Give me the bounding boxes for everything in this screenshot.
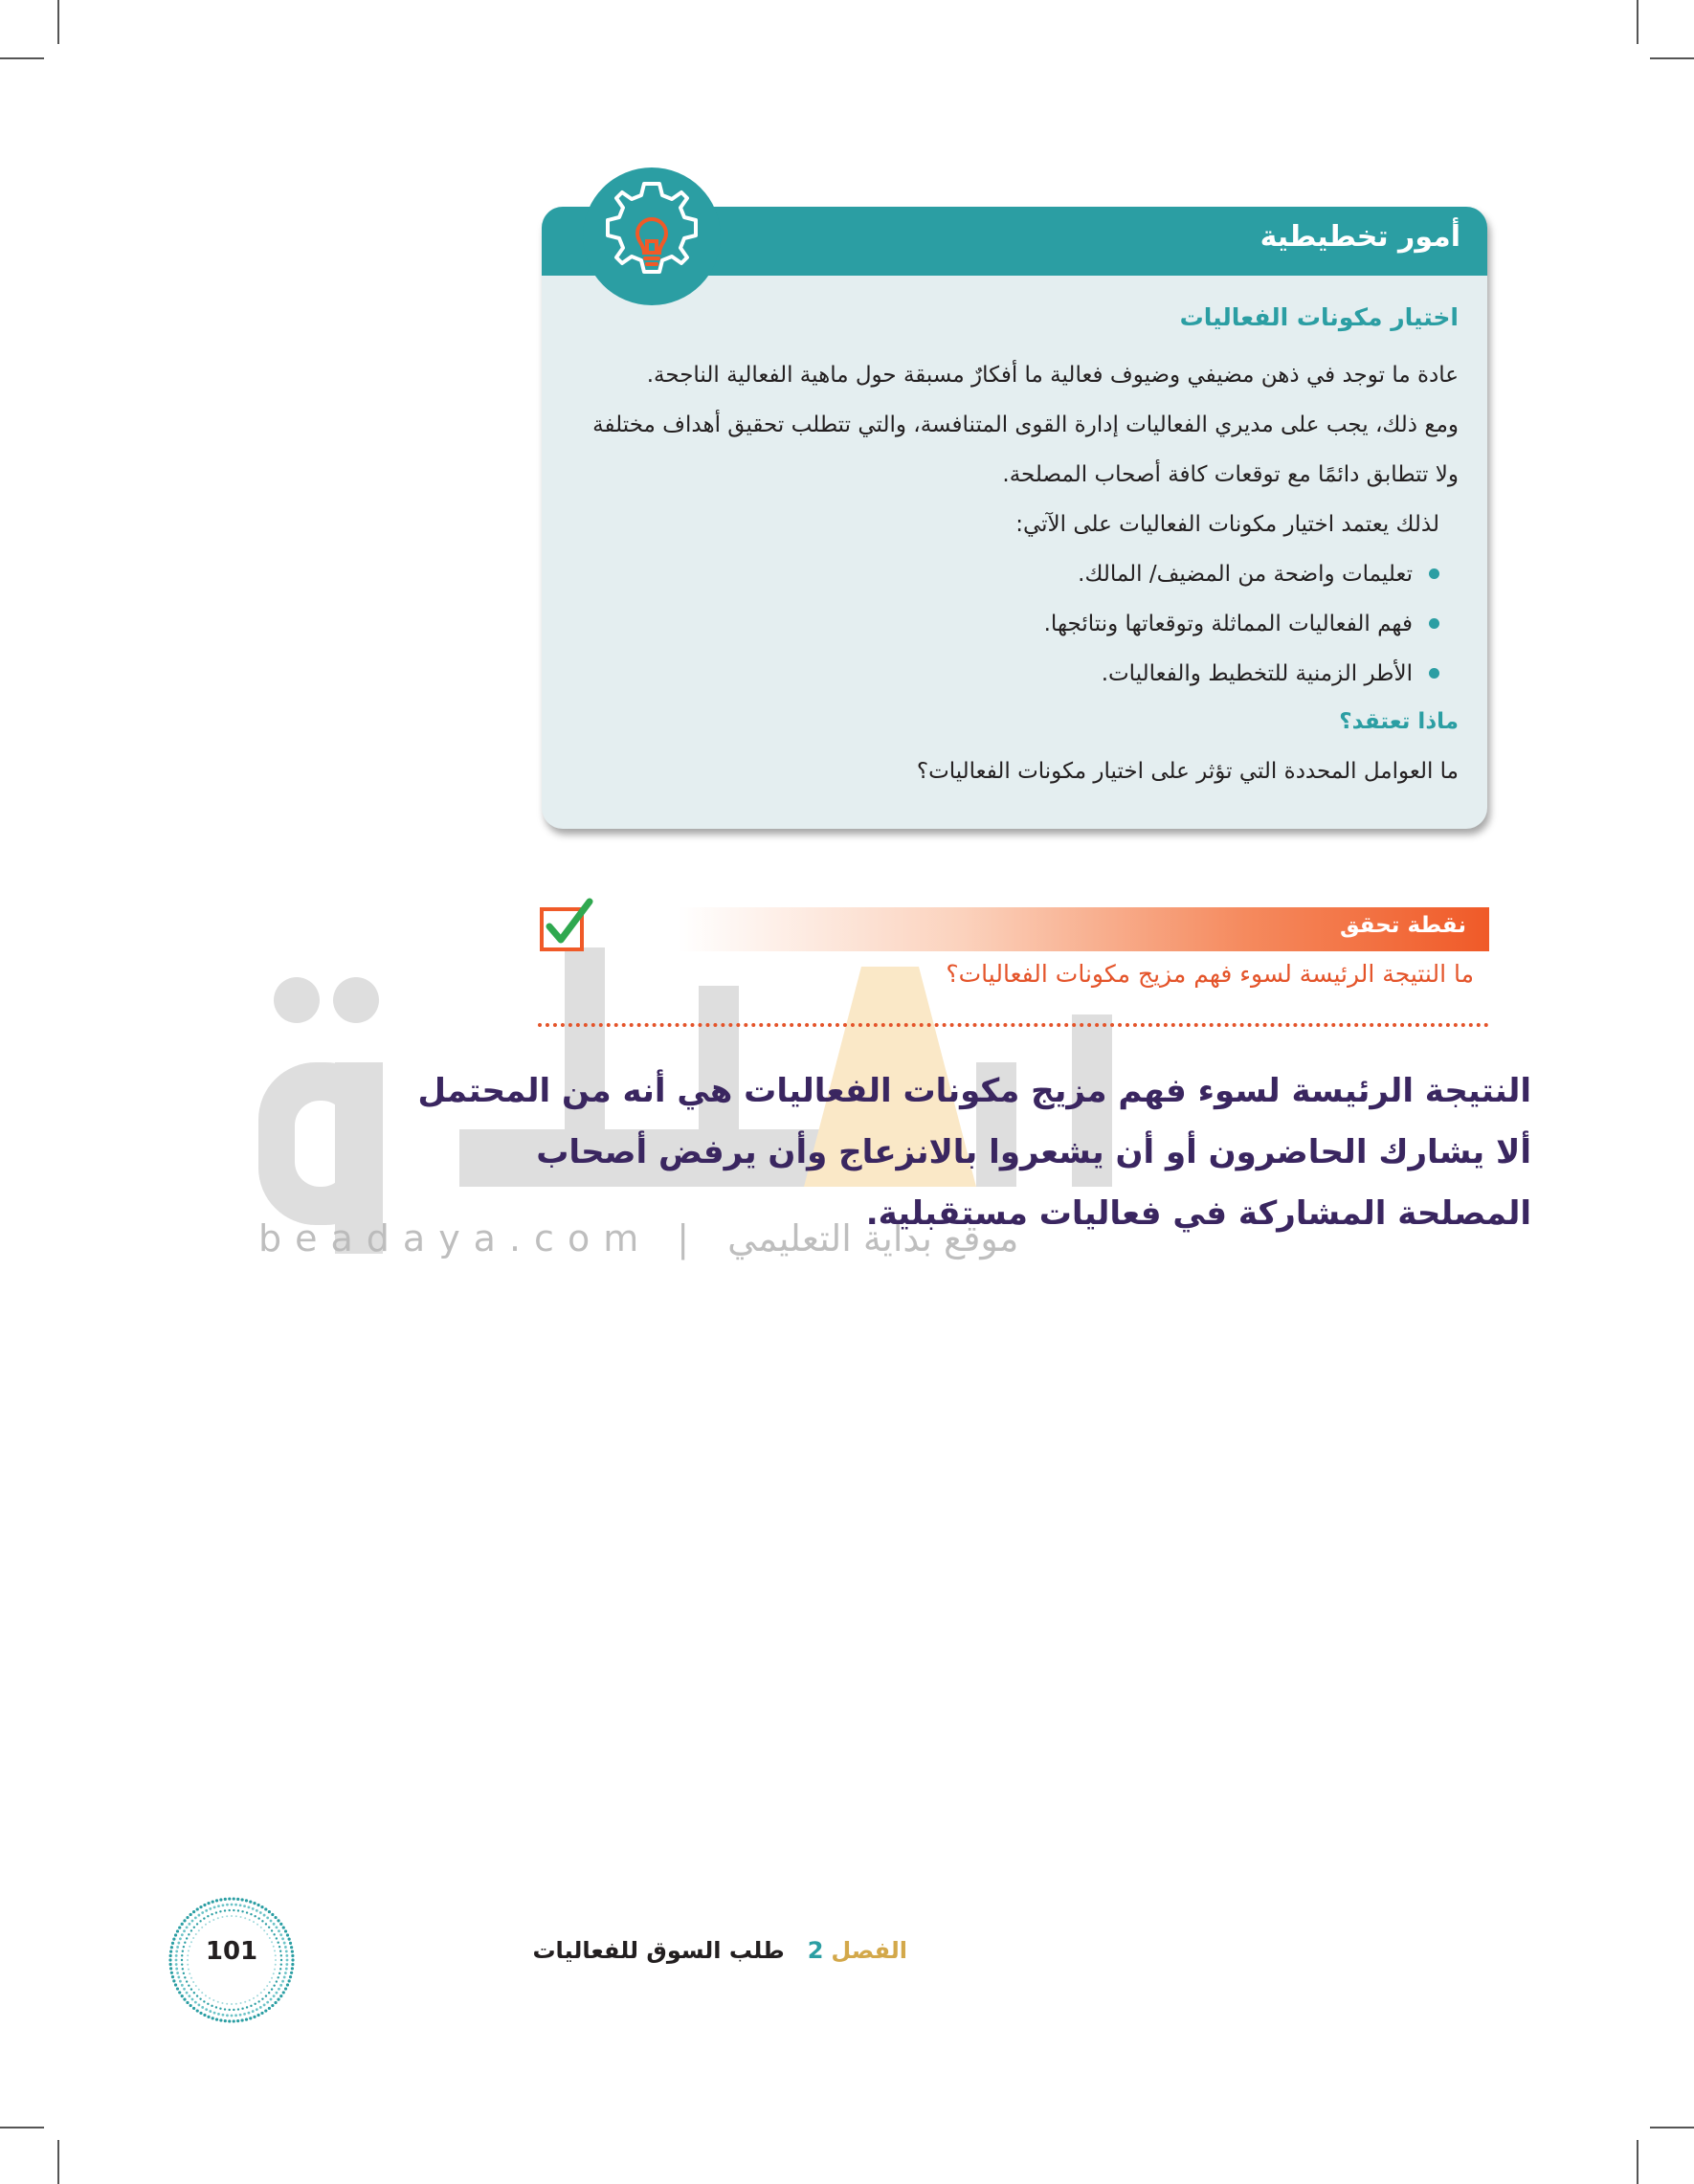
crop-mark	[1650, 2127, 1694, 2128]
think-heading: ماذا تعتقد؟	[1339, 709, 1459, 734]
planning-paragraph: عادة ما توجد في ذهن مضيفي وضيوف فعالية ما أفكارٌ مسبقة حول ماهية الفعالية الناجحة.	[646, 363, 1459, 388]
list-item: تعليمات واضحة من المضيف/ المالك.	[568, 549, 1439, 599]
page-number: 101	[205, 1937, 258, 1966]
list-item: الأطر الزمنية للتخطيط والفعاليات.	[568, 649, 1439, 699]
planning-paragraph: ومع ذلك، يجب على مديري الفعاليات إدارة القوى المتنافسة، والتي تتطلب تحقيق أهداف مختلفة ولا تتطابق دائمًا مع توقعات كافة أصحاب المصلحة.	[592, 412, 1459, 487]
chapter-label: الفصل	[831, 1937, 907, 1964]
crop-mark	[0, 57, 44, 59]
checkpoint-question: ما النتيجة الرئيسة لسوء فهم مزيج مكونات الفعاليات؟	[946, 960, 1474, 988]
planning-box-body	[568, 299, 1459, 796]
crop-mark	[1650, 57, 1694, 59]
planning-bullet-list	[568, 549, 1459, 699]
planning-box-title: أمور تخطيطية	[1259, 220, 1460, 254]
watermark-text: beadaya.com | موقع بداية التعليمي	[258, 1217, 1019, 1259]
crop-mark	[1637, 0, 1638, 44]
checkpoint-banner	[678, 907, 1489, 951]
bullet-icon	[1429, 568, 1439, 579]
planning-subtitle: اختيار مكونات الفعاليات	[1179, 303, 1459, 331]
list-item: فهم الفعاليات المماثلة وتوقعاتها ونتائجها.	[568, 599, 1439, 649]
gear-lightbulb-icon	[580, 165, 724, 308]
checkmark-icon	[538, 898, 595, 955]
bullet-icon	[1429, 618, 1439, 629]
chapter-number: 2	[807, 1937, 824, 1964]
footer-chapter	[532, 1937, 907, 1964]
think-question: ما العوامل المحددة التي تؤثر على اختيار مكونات الفعاليات؟	[916, 759, 1459, 784]
answer-divider	[538, 1023, 1489, 1027]
bullet-icon	[1429, 668, 1439, 679]
crop-mark	[57, 2140, 59, 2184]
planning-intro: لذلك يعتمد اختيار مكونات الفعاليات على الآتي:	[1015, 512, 1439, 537]
crop-mark	[1637, 2140, 1638, 2184]
answer-text: النتيجة الرئيسة لسوء فهم مزيج مكونات الفعاليات هي أنه من المحتمل ألا يشارك الحاضرون أو أن يشعروا بالانزعاج وأن يرفض أصحاب المصلحة المشاركة في فعاليات مستقبلية.	[417, 1072, 1531, 1233]
crop-mark	[0, 2127, 44, 2128]
chapter-title: طلب السوق للفعاليات	[532, 1937, 785, 1964]
checkpoint-title: نقطة تحقق	[1339, 913, 1466, 938]
crop-mark	[57, 0, 59, 44]
